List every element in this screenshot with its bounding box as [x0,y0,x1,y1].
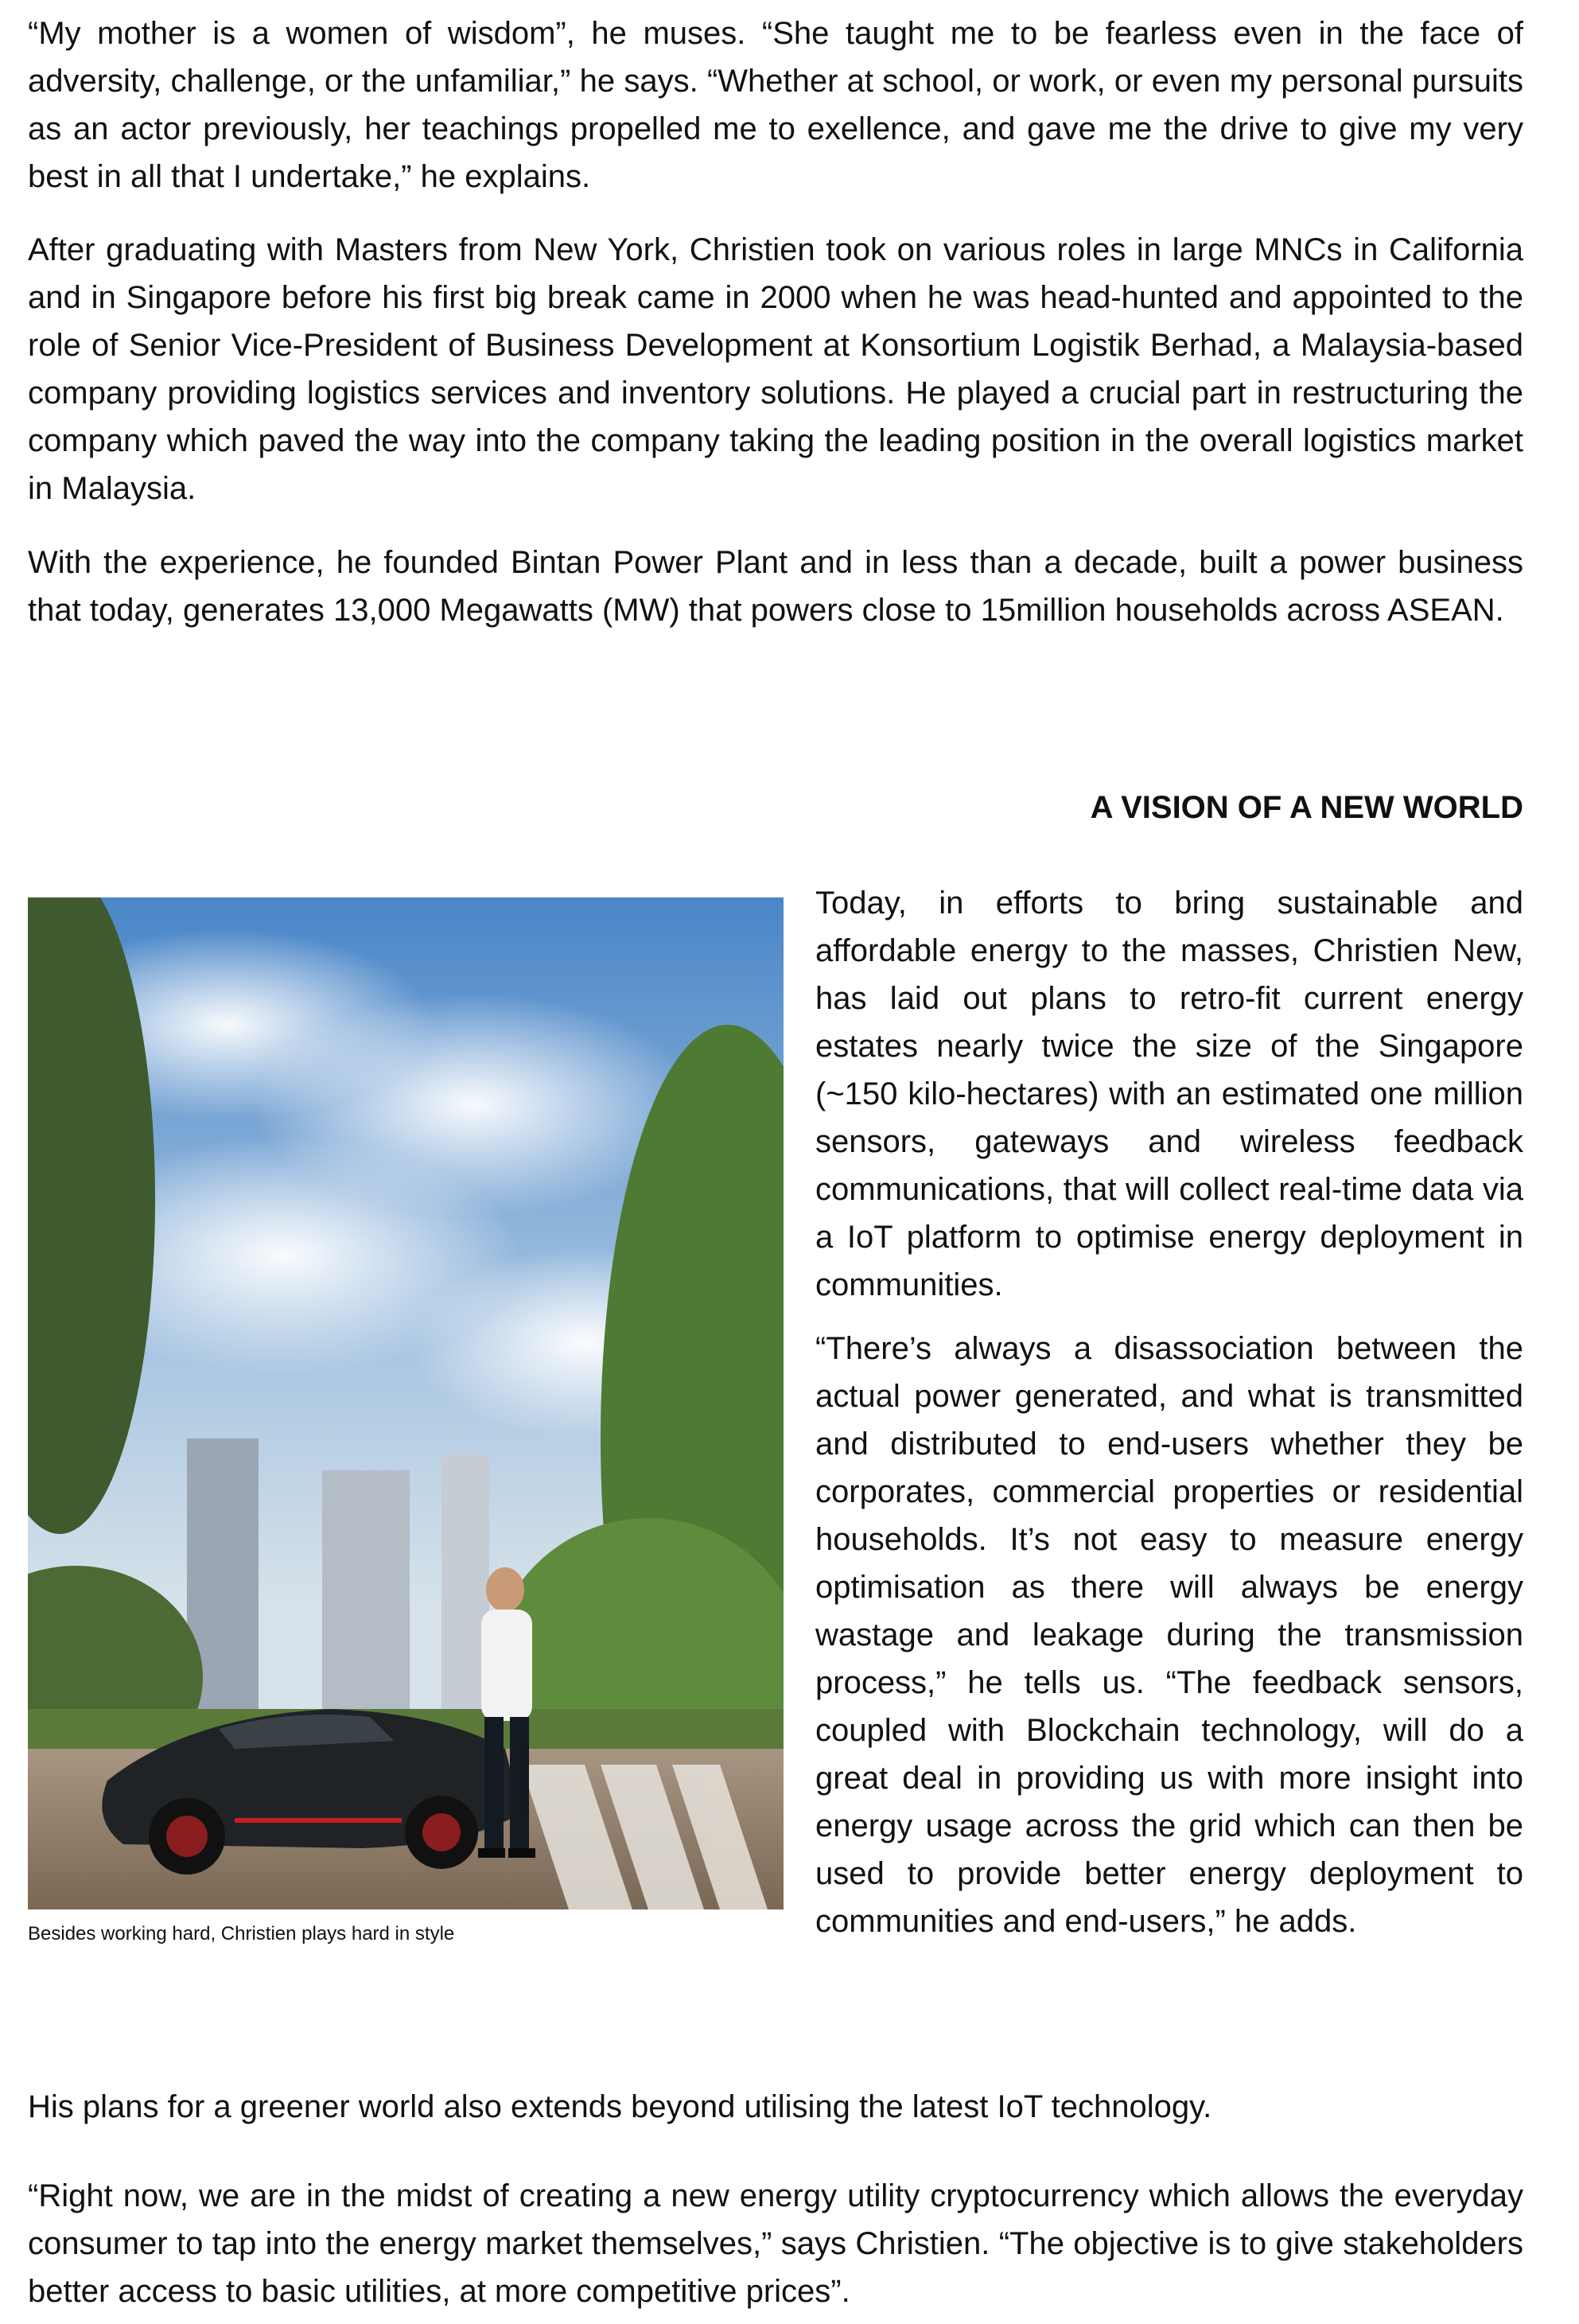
photo-figure [28,897,784,1948]
section-heading: A VISION OF A NEW WORLD [1090,790,1523,825]
paragraph-cryptocurrency: “Right now, we are in the midst of creating a new energy utility cryptocurrency which allows the everyday consumer to tap into the energy market themselves,” says Christien. “The objective is to give stakeholders better access to basic utilities, at more competitive prices”. [28,2178,1523,2309]
paragraph-mother-wisdom: “My mother is a women of wisdom”, he muses. “She taught me to be fearless even in the face of adversity, challenge, or the unfamiliar,” he says. “Whether at school, or work, or even my personal pursuits as an actor previously, her teachings propelled me to exellence, and gave me the drive to give my very best in all that I undertake,” he explains. [28,16,1523,194]
paragraph-career: After graduating with Masters from New York, Christien took on various roles in large MNCs in California and in Singapore before his first big break came in 2000 when he was head-hunted and appointed to the role of Senior Vice-President of Business Development at Konsortium Logistik Berhad, a Malaysia-based company providing logistics services and inventory solutions. He played a crucial part in restructuring the company which paved the way into the company taking the leading position in the overall logistics market in Malaysia. [28,232,1523,506]
paragraph-vision-plans: Today, in efforts to bring sustainable and affordable energy to the masses, Christien New, has laid out plans to retro-fit current energy estates nearly twice the size of the Singapore (~150 kilo-hectares) with an estimated one million sensors, gateways and wireless feedback communications, that will collect real-time data via a IoT platform to optimise energy deployment in communities. [815,886,1523,1302]
car-photo [28,897,784,1909]
paragraph-feedback-sensors: “There’s always a disassociation between the actual power generated, and what is transmitted and distributed to end-users whether they be corporates, commercial properties or residential households. It’s not easy to measure energy optimisation as there will always be energy wastage and leakage during the transmission process,” he tells us. “The feedback sensors, coupled with Blockchain technology, will do a great deal in providing us with more insight into energy usage across the grid which can then be used to provide better energy deployment to communities and end-users,” he adds. [815,1331,1523,1939]
photo-caption: Besides working hard, Christien plays hard in style [28,1923,455,1944]
paragraph-bintan-power: With the experience, he founded Bintan Power Plant and in less than a decade, built a power business that today, generates 13,000 Megawatts (MW) that powers close to 15million households across ASEAN. [28,545,1523,628]
paragraph-greener-world: His plans for a greener world also extends beyond utilising the latest IoT technology. [28,2089,1212,2124]
